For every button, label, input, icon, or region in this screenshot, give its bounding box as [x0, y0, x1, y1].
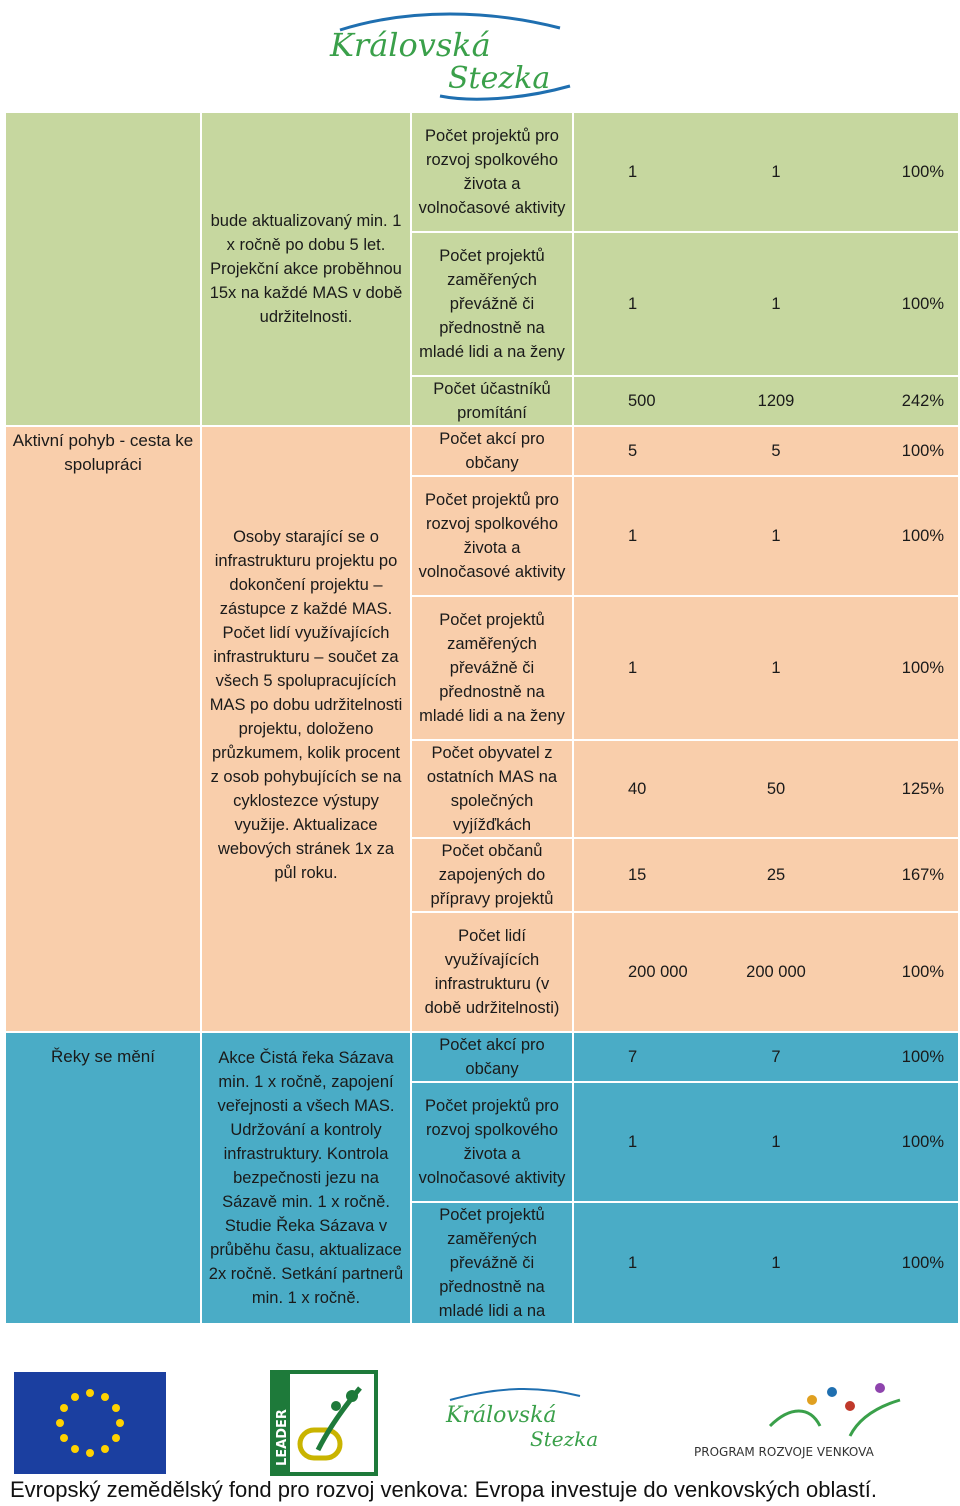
plan-value: 1 [628, 1254, 638, 1272]
plan-value: 500 [628, 392, 656, 410]
program-rozvoje-venkova-logo [694, 1383, 900, 1459]
actual-value: 50 [766, 780, 786, 798]
footer-logo-strip [0, 1366, 960, 1476]
group-name-cell: Aktivní pohyb - cesta ke spolupráci [6, 427, 200, 1031]
kralovska-stezka-footer-logo [445, 1389, 598, 1451]
actual-value: 7 [771, 1048, 781, 1066]
footer-logo-line2: Stezka [530, 1427, 599, 1451]
leader-logo-icon [272, 1372, 376, 1474]
plan-value: 7 [628, 1048, 638, 1066]
actual-value: 1 [771, 527, 781, 545]
indicator-values [574, 597, 958, 739]
indicator-values [574, 741, 958, 837]
indicator-name: Počet projektů zaměřených převážně či přednostně na mladé lidi a na ženy [412, 597, 572, 739]
logo-line1: Královská [330, 26, 491, 64]
indicator-name: Počet lidí využívajících infrastrukturu (v době udržitelnosti) [412, 913, 572, 1031]
indicator-name: Počet projektů pro rozvoj spolkového života a volnočasové aktivity [412, 113, 572, 231]
program-label: PROGRAM ROZVOJE VENKOVA [694, 1445, 874, 1459]
kralovska-stezka-logo [320, 8, 580, 103]
indicator-name: Počet projektů pro rozvoj spolkového života a volnočasové aktivity [412, 1083, 572, 1201]
indicator-values [574, 839, 958, 911]
footer-logo-line1: Královská [446, 1403, 557, 1428]
indicator-values [574, 113, 958, 231]
percent-value: 125% [901, 780, 944, 798]
percent-value: 100% [901, 295, 944, 313]
group-name-cell: Řeky se mění [6, 1033, 200, 1323]
group-description: Akce Čistá řeka Sázava min. 1 x ročně, zapojení veřejnosti a všech MAS. Udržování a kontroly infrastruktury. Kontrola bezpečnosti jezu na Sázavě min. 1 x ročně. Studie Řeka Sázava v průběhu času, aktualizace 2x ročně. Setkání partnerů min. 1 x ročně. [202, 1033, 410, 1323]
group-name-cell [6, 113, 200, 425]
eu-flag-icon [14, 1372, 166, 1474]
indicator-name: Počet projektů zaměřených převážně či přednostně na mladé lidi a na ženy [412, 233, 572, 375]
indicator-values [574, 1203, 958, 1323]
plan-value: 200 000 [628, 963, 688, 981]
actual-value: 1209 [757, 392, 795, 410]
indicator-name: Počet akcí pro občany [412, 427, 572, 475]
percent-value: 100% [901, 963, 944, 981]
actual-value: 5 [771, 442, 781, 460]
plan-value: 40 [628, 780, 647, 798]
percent-value: 100% [901, 659, 944, 677]
plan-value: 1 [628, 1133, 638, 1151]
percent-value: 242% [901, 392, 944, 410]
plan-value: 1 [628, 527, 638, 545]
percent-value: 100% [901, 527, 944, 545]
plan-value: 15 [628, 866, 647, 884]
indicator-values [574, 913, 958, 1031]
actual-value: 1 [771, 295, 781, 313]
actual-value: 1 [771, 1254, 781, 1272]
indicator-values [574, 1083, 958, 1201]
indicator-name: Počet obyvatel z ostatních MAS na společných vyjížďkách [412, 741, 572, 837]
actual-value: 1 [771, 1133, 781, 1151]
percent-value: 100% [901, 163, 944, 181]
percent-value: 100% [901, 1254, 944, 1272]
leader-label: LEADER [275, 1409, 290, 1466]
indicator-name: Počet účastníků promítání [412, 377, 572, 425]
percent-value: 167% [901, 866, 944, 884]
footer-funding-text: Evropský zemědělský fond pro rozvoj venkova: Evropa investuje do venkovských oblastí. [10, 1477, 877, 1502]
percent-value: 100% [901, 1048, 944, 1066]
indicator-name: Počet občanů zapojených do přípravy projektů [412, 839, 572, 911]
percent-value: 100% [901, 442, 944, 460]
indicator-values [574, 233, 958, 375]
plan-value: 1 [628, 659, 638, 677]
actual-value: 25 [766, 866, 786, 884]
indicator-name: Počet projektů zaměřených převážně či přednostně na mladé lidi a na [412, 1203, 572, 1323]
indicator-name: Počet projektů pro rozvoj spolkového života a volnočasové aktivity [412, 477, 572, 595]
actual-value: 1 [771, 659, 781, 677]
actual-value: 1 [771, 163, 781, 181]
percent-value: 100% [901, 1133, 944, 1151]
indicator-table [4, 111, 960, 1325]
indicator-name: Počet akcí pro občany [412, 1033, 572, 1081]
group-description: bude aktualizovaný min. 1 x ročně po dobu 5 let. Projekční akce proběhnou 15x na každé MAS v době udržitelnosti. [202, 113, 410, 425]
indicator-values [574, 427, 958, 475]
indicator-values [574, 1033, 958, 1081]
plan-value: 1 [628, 163, 638, 181]
group-description: Osoby starající se o infrastrukturu projektu po dokončení projektu – zástupce z každé MAS. Počet lidí využívajících infrastrukturu – součet za všech 5 spolupracujících MAS po dobu udržitelnosti projektu, doloženo průzkumem, kolik procent z osob pohybujících se na cyklostezce výstupy využije. Aktualizace webových stránek 1x za půl roku. [202, 427, 410, 1031]
actual-value: 200 000 [746, 963, 806, 981]
indicator-values [574, 377, 958, 425]
logo-line2: Stezka [448, 61, 551, 96]
plan-value: 1 [628, 295, 638, 313]
plan-value: 5 [628, 442, 638, 460]
indicator-values [574, 477, 958, 595]
